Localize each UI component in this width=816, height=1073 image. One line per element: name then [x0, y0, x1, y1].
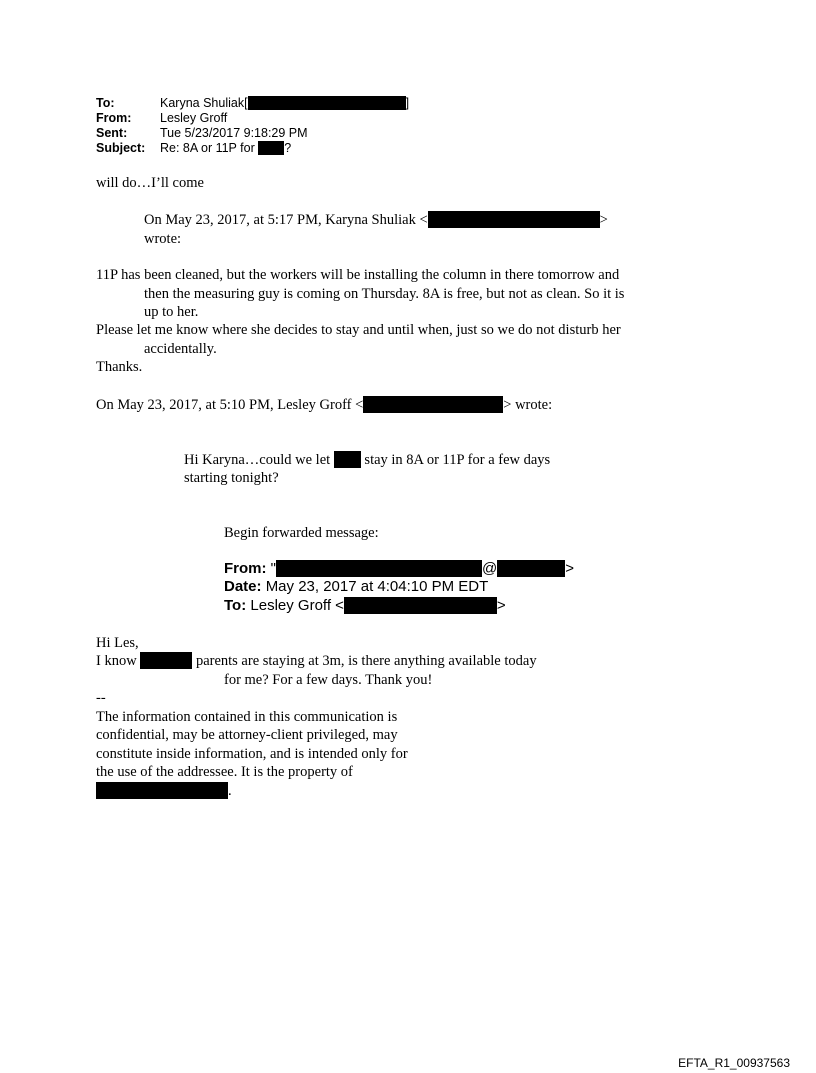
karyna-msg-line: then the measuring guy is coming on Thursday. 8A is free, but not as clean. So it is	[144, 286, 625, 302]
disclaimer-line: constitute inside information, and is intended only for	[96, 746, 408, 762]
lesley-msg-line2: starting tonight?	[184, 470, 279, 486]
reply-text: will do…I’ll come	[96, 175, 204, 191]
karyna-msg-thanks: Thanks.	[96, 359, 143, 375]
lesley-msg-line1: Hi Karyna…could we let stay in 8A or 11P for a few days	[184, 452, 551, 468]
redaction-block	[334, 451, 361, 468]
forwarded-date: Date: May 23, 2017 at 4:04:10 PM EDT	[224, 578, 489, 595]
disclaimer-line: the use of the addressee. It is the property of	[96, 764, 353, 780]
redaction-block	[140, 652, 192, 669]
from-label: From:	[96, 111, 132, 125]
quote1-line2: wrote:	[144, 231, 182, 247]
subject-value: Re: 8A or 11P for ?	[160, 141, 292, 155]
to-value: Karyna Shuliak[ ]	[160, 96, 410, 110]
redaction-block	[276, 560, 482, 577]
document-id: EFTA_R1_00937563	[678, 1056, 790, 1070]
forwarded-to: To: Lesley Groff < >	[224, 597, 506, 614]
redaction-block	[96, 782, 228, 799]
forwarded-from: From: " @ >	[224, 560, 574, 577]
signature-separator: --	[96, 690, 106, 706]
sent-label: Sent:	[96, 126, 128, 140]
redaction-block	[344, 597, 497, 614]
sent-value: Tue 5/23/2017 9:18:29 PM	[160, 126, 308, 140]
subject-label: Subject:	[96, 141, 146, 155]
from-value: Lesley Groff	[160, 111, 228, 125]
to-label: To:	[96, 96, 115, 110]
original-line1: I know parents are staying at 3m, is there anything available today	[96, 653, 537, 669]
disclaimer-end: .	[96, 782, 232, 800]
disclaimer-line: confidential, may be attorney-client privileged, may	[96, 727, 398, 743]
disclaimer-line: The information contained in this communication is	[96, 709, 398, 725]
forwarded-intro: Begin forwarded message:	[224, 525, 379, 541]
karyna-msg-line: 11P has been cleaned, but the workers will be installing the column in there tomorrow and	[96, 267, 620, 283]
redaction-block	[428, 211, 600, 228]
redaction-block	[248, 96, 406, 110]
original-greeting: Hi Les,	[96, 635, 139, 651]
karyna-msg-line: Please let me know where she decides to stay and until when, just so we do not disturb her	[96, 322, 621, 338]
original-line2: for me? For a few days. Thank you!	[224, 672, 433, 688]
quote2-line: On May 23, 2017, at 5:10 PM, Lesley Groff < > wrote:	[96, 397, 553, 413]
redaction-block	[363, 396, 503, 413]
quote1-line1: On May 23, 2017, at 5:17 PM, Karyna Shuliak < >	[144, 212, 608, 228]
karyna-msg-line: accidentally.	[144, 341, 217, 357]
karyna-msg-line: up to her.	[144, 304, 199, 320]
redaction-block	[497, 560, 565, 577]
redaction-block	[258, 141, 284, 155]
